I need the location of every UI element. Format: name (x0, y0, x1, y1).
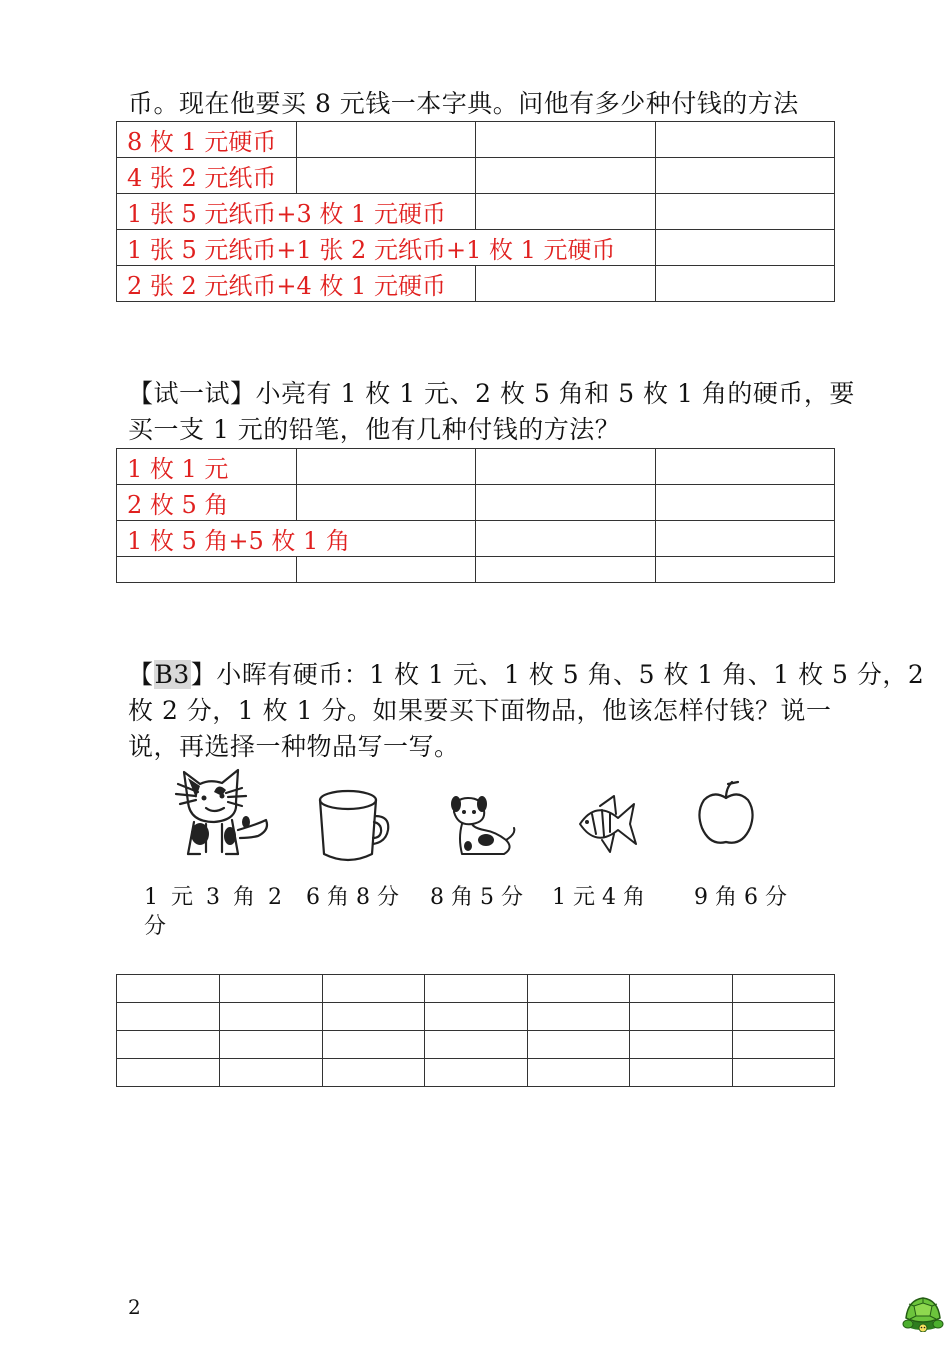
exercise-tag: B3 (154, 660, 190, 689)
table-cell[interactable] (476, 194, 656, 230)
table-cell[interactable] (323, 1031, 425, 1059)
turtle-logo-icon (900, 1292, 946, 1332)
price-cat-line1: 1 元 3 角 2 (144, 885, 285, 910)
section3-text-rest: 】小晖有硬币：1 枚 1 元、1 枚 5 角、5 枚 1 角、1 枚 5 分，2 (190, 660, 925, 689)
price-apple: 9 角 6 分 (694, 885, 787, 910)
cup-icon (312, 786, 392, 866)
table-cell[interactable] (528, 1059, 630, 1087)
table-cell: 1 枚 5 角+5 枚 1 角 (117, 521, 476, 557)
table-cell[interactable] (656, 158, 835, 194)
table-cell[interactable] (425, 1003, 528, 1031)
table-cell[interactable] (220, 1031, 323, 1059)
table-cell[interactable] (528, 1003, 630, 1031)
table-row (117, 230, 835, 266)
table-cell[interactable] (323, 1003, 425, 1031)
table-cell[interactable] (425, 1059, 528, 1087)
payment-table-1 (116, 121, 835, 302)
table-cell[interactable] (528, 1031, 630, 1059)
dog-icon (444, 792, 518, 862)
table-cell[interactable] (297, 122, 476, 158)
table-row (117, 122, 835, 158)
table-cell: 2 张 2 元纸币+4 枚 1 元硬币 (117, 266, 476, 302)
table-cell: 1 张 5 元纸币+1 张 2 元纸币+1 枚 1 元硬币 (117, 230, 656, 266)
table-cell[interactable] (323, 975, 425, 1003)
table-cell[interactable] (323, 1059, 425, 1087)
table-cell[interactable] (117, 1059, 220, 1087)
table-cell[interactable] (220, 1059, 323, 1087)
table-row (117, 158, 835, 194)
table-cell[interactable] (656, 266, 835, 302)
table-cell: 8 枚 1 元硬币 (117, 122, 297, 158)
table-row (117, 266, 835, 302)
table-row (117, 485, 835, 521)
bracket-open: 【 (128, 660, 154, 689)
table-cell[interactable] (656, 485, 835, 521)
table-cell[interactable] (117, 557, 297, 583)
table-cell[interactable] (297, 485, 476, 521)
answer-table (116, 974, 835, 1087)
table-cell[interactable] (476, 158, 656, 194)
table-cell[interactable] (220, 1003, 323, 1031)
table-cell[interactable] (297, 449, 476, 485)
table-cell[interactable] (476, 449, 656, 485)
section3-text-line1 (128, 657, 925, 693)
fish-icon (574, 790, 640, 856)
table-cell[interactable] (656, 122, 835, 158)
table-cell[interactable] (656, 557, 835, 583)
section3-text-line3: 说，再选择一种物品写一写。 (128, 732, 460, 761)
table-row (117, 1003, 835, 1031)
table-cell[interactable] (630, 1003, 733, 1031)
section2-text-line1: 【试一试】小亮有 1 枚 1 元、2 枚 5 角和 5 枚 1 角的硬币，要 (128, 379, 855, 408)
table-row (117, 557, 835, 583)
table-cell[interactable] (630, 1031, 733, 1059)
table-cell[interactable] (656, 521, 835, 557)
price-dog: 8 角 5 分 (430, 885, 523, 910)
table-cell[interactable] (476, 485, 656, 521)
table-row (117, 449, 835, 485)
table-cell[interactable] (528, 975, 630, 1003)
apple-icon (696, 778, 756, 850)
table-cell[interactable] (656, 230, 835, 266)
table-cell[interactable] (476, 122, 656, 158)
table-cell[interactable] (425, 975, 528, 1003)
price-cat-line2: 分 (144, 914, 167, 939)
table-cell[interactable] (476, 521, 656, 557)
table-cell[interactable] (425, 1031, 528, 1059)
price-fish: 1 元 4 角 (552, 885, 645, 910)
table-cell[interactable] (117, 1031, 220, 1059)
table-cell: 1 张 5 元纸币+3 枚 1 元硬币 (117, 194, 476, 230)
table-cell[interactable] (117, 975, 220, 1003)
table-cell[interactable] (220, 975, 323, 1003)
table-cell[interactable] (656, 449, 835, 485)
table-cell[interactable] (733, 975, 835, 1003)
cat-icon (166, 762, 272, 860)
table-cell[interactable] (733, 1003, 835, 1031)
table-cell[interactable] (656, 194, 835, 230)
payment-table-2 (116, 448, 835, 583)
table-row (117, 521, 835, 557)
table-cell[interactable] (297, 557, 476, 583)
table-row (117, 1059, 835, 1087)
page-number: 2 (128, 1295, 141, 1319)
section3-text-line2: 枚 2 分，1 枚 1 分。如果要买下面物品，他该怎样付钱？说一 (128, 696, 832, 725)
price-cup: 6 角 8 分 (306, 885, 399, 910)
table-row (117, 1031, 835, 1059)
table-cell[interactable] (476, 557, 656, 583)
table-cell[interactable] (733, 1059, 835, 1087)
table-cell[interactable] (733, 1031, 835, 1059)
section2-text-line2: 买一支 1 元的铅笔，他有几种付钱的方法？ (128, 415, 621, 444)
table-cell: 1 枚 1 元 (117, 449, 297, 485)
table-cell: 2 枚 5 角 (117, 485, 297, 521)
table-row (117, 194, 835, 230)
table-cell[interactable] (117, 1003, 220, 1031)
table-cell[interactable] (297, 158, 476, 194)
table-cell: 4 张 2 元纸币 (117, 158, 297, 194)
table-cell[interactable] (476, 266, 656, 302)
table-cell[interactable] (630, 1059, 733, 1087)
table-row (117, 975, 835, 1003)
section1-text: 币。现在他要买 8 元钱一本字典。问他有多少种付钱的方法 (128, 89, 799, 118)
table-cell[interactable] (630, 975, 733, 1003)
